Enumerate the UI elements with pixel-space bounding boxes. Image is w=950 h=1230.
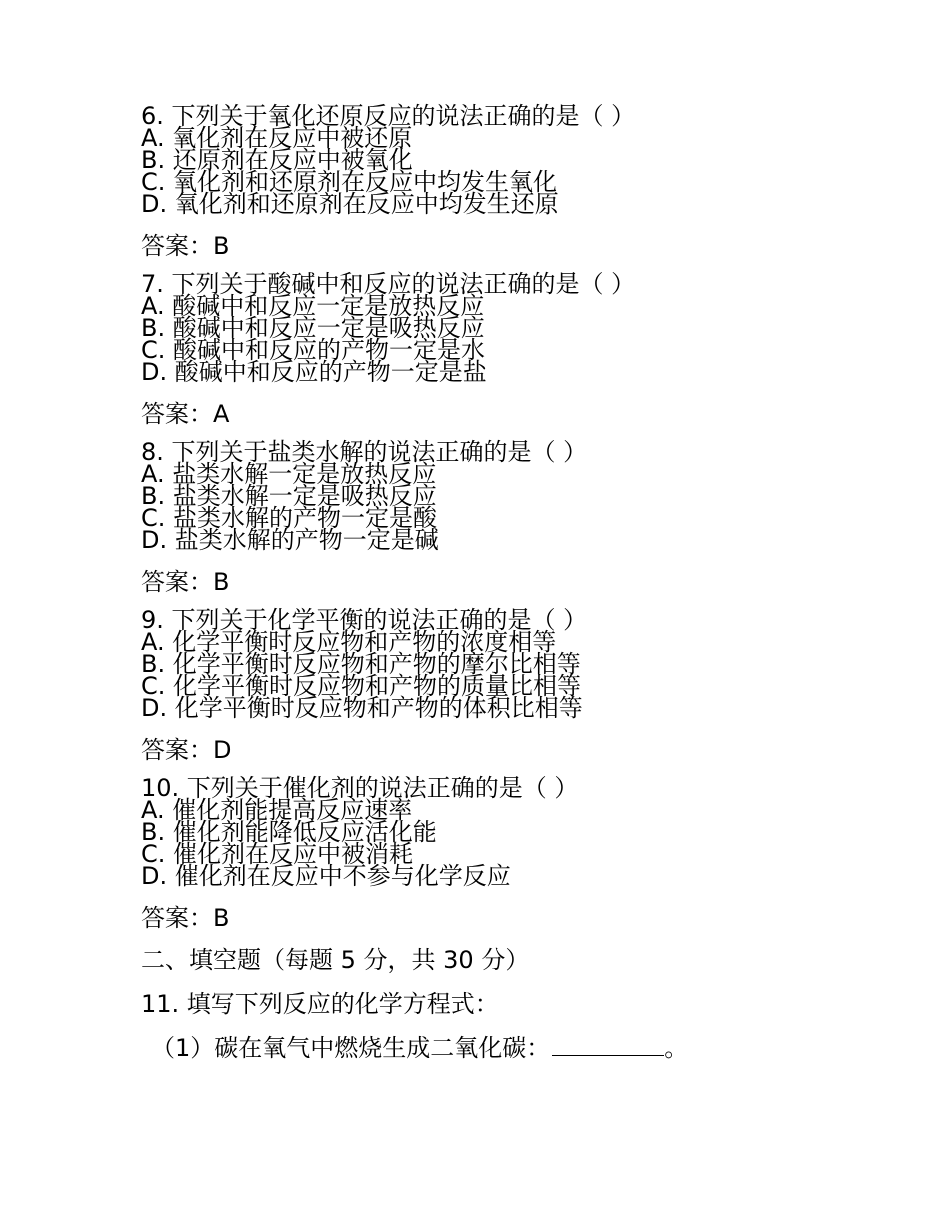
question-8 (141, 438, 921, 597)
option-c: C. 化学平衡时反应物和产物的质量比相等 (141, 672, 582, 700)
option-b: B. 酸碱中和反应一定是吸热反应 (141, 314, 485, 342)
fill-item-label: （1）碳在氧气中燃烧生成二氧化碳： (151, 1034, 551, 1062)
question-11-stem: 11. 填写下列反应的化学方程式： (141, 990, 499, 1018)
option-c: C. 催化剂在反应中被消耗 (141, 840, 414, 868)
option-d: D. 酸碱中和反应的产物一定是盐 (141, 358, 487, 386)
option-d: D. 氧化剂和还原剂在反应中均发生还原 (141, 190, 559, 218)
document-body (141, 102, 921, 1063)
fill-item-end: 。 (664, 1034, 689, 1062)
option-a: A. 盐类水解一定是放热反应 (141, 460, 437, 488)
option-c: C. 盐类水解的产物一定是酸 (141, 504, 438, 532)
fill-item-1 (141, 1033, 921, 1063)
option-b: B. 催化剂能降低反应活化能 (141, 818, 437, 846)
option-b: B. 化学平衡时反应物和产物的摩尔比相等 (141, 650, 581, 678)
option-a: A. 化学平衡时反应物和产物的浓度相等 (141, 628, 557, 656)
question-10 (141, 774, 921, 933)
question-7 (141, 270, 921, 429)
option-a: A. 氧化剂在反应中被还原 (141, 124, 413, 152)
option-c: C. 酸碱中和反应的产物一定是水 (141, 336, 486, 364)
answer-text: 答案：B (141, 232, 230, 260)
section-title: 二、填空题（每题 5 分，共 30 分） (141, 946, 530, 974)
option-d: D. 盐类水解的产物一定是碱 (141, 526, 439, 554)
answer-blank[interactable] (552, 1037, 664, 1056)
answer-text: 答案：A (141, 400, 230, 428)
question-stem: 9. 下列关于化学平衡的说法正确的是（ ） (141, 606, 588, 634)
answer-text: 答案：B (141, 904, 230, 932)
question-6 (141, 102, 921, 261)
option-d: D. 催化剂在反应中不参与化学反应 (141, 862, 511, 890)
answer-text: 答案：D (141, 736, 232, 764)
answer-text: 答案：B (141, 568, 230, 596)
question-9 (141, 606, 921, 765)
option-b: B. 盐类水解一定是吸热反应 (141, 482, 437, 510)
option-a: A. 酸碱中和反应一定是放热反应 (141, 292, 485, 320)
question-stem: 6. 下列关于氧化还原反应的说法正确的是（ ） (141, 102, 636, 130)
option-b: B. 还原剂在反应中被氧化 (141, 146, 413, 174)
option-d: D. 化学平衡时反应物和产物的体积比相等 (141, 694, 583, 722)
option-a: A. 催化剂能提高反应速率 (141, 796, 413, 824)
question-stem: 10. 下列关于催化剂的说法正确的是（ ） (141, 774, 579, 802)
question-stem: 8. 下列关于盐类水解的说法正确的是（ ） (141, 438, 588, 466)
question-stem: 7. 下列关于酸碱中和反应的说法正确的是（ ） (141, 270, 636, 298)
option-c: C. 氧化剂和还原剂在反应中均发生氧化 (141, 168, 558, 196)
